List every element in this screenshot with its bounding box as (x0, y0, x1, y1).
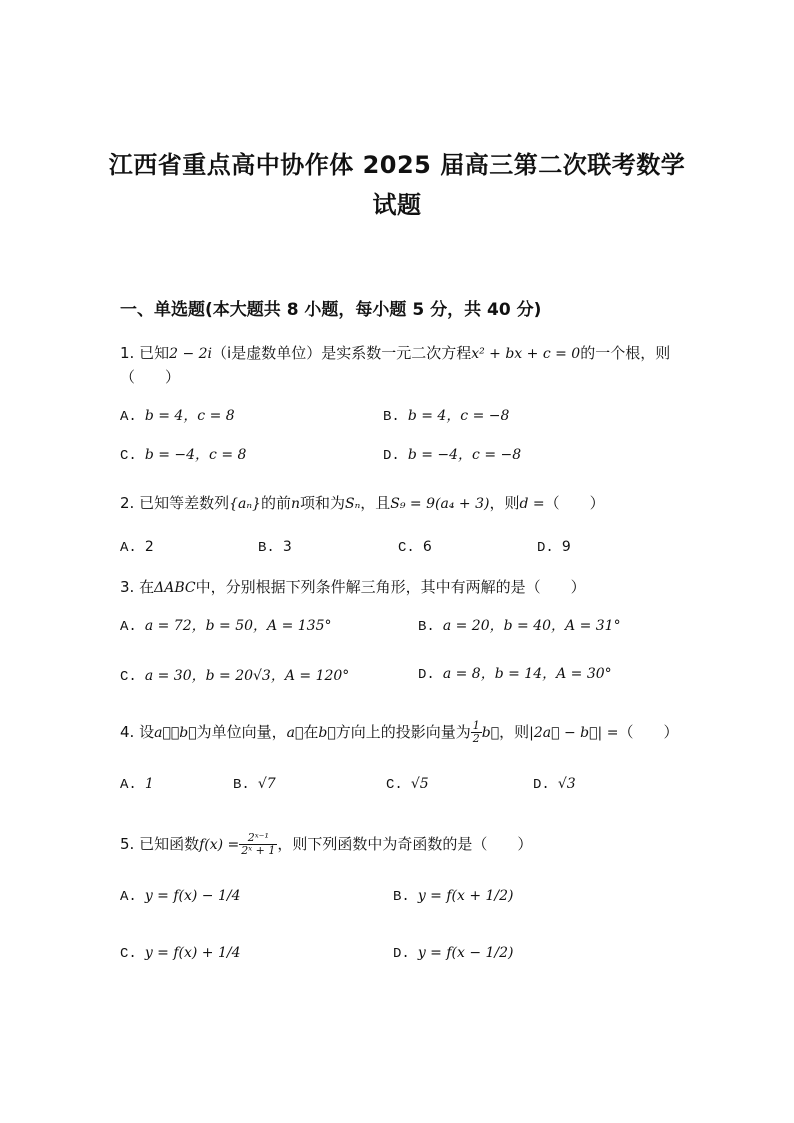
q2-option-d[interactable] (537, 539, 571, 556)
math-expr: a⃗，b⃗ (154, 725, 197, 741)
text-fragment: D. (533, 777, 550, 793)
q3-option-d[interactable] (418, 663, 612, 683)
q3-option-a[interactable] (120, 615, 331, 635)
question-text: 方向上的投影向量为 (335, 723, 471, 741)
question-text: ，则 (499, 723, 530, 741)
q1-option-c[interactable] (120, 444, 246, 464)
q2-option-a[interactable] (120, 539, 154, 556)
question-text: 5. 已知函数 (120, 835, 200, 853)
q4-option-c[interactable] (386, 776, 429, 793)
text-fragment: B. (233, 777, 250, 793)
text-fragment: y = f(x + 1/2) (417, 888, 514, 904)
text-fragment: a = 30，b = 20√3，A = 120° (144, 668, 350, 684)
text-fragment: D. (393, 946, 410, 962)
text-fragment: 3 (282, 539, 292, 555)
math-expr: b⃗ (318, 725, 336, 741)
fraction (239, 832, 277, 857)
math-expr: ΔABC (154, 580, 196, 596)
question-text: 2. 已知等差数列 (120, 494, 230, 512)
text-fragment: y = f(x) − 1/4 (144, 888, 241, 904)
question-4-stem (120, 720, 678, 745)
text-fragment: D. (418, 667, 435, 683)
text-fragment: B. (418, 619, 435, 635)
question-5-stem (120, 832, 532, 857)
text-fragment: C. (398, 540, 415, 556)
math-expr: {aₙ} (229, 496, 261, 512)
q1-option-d[interactable] (383, 444, 521, 464)
text-fragment: 1 (472, 719, 480, 732)
q1-option-b[interactable] (383, 405, 509, 425)
question-text: 为单位向量， (196, 723, 287, 741)
math-expr: |2a⃗ − b⃗| = (529, 725, 619, 741)
text-fragment: y = f(x − 1/2) (417, 945, 514, 961)
q5-option-a[interactable] (120, 888, 241, 905)
q5-option-d[interactable] (393, 945, 514, 962)
text-fragment: 2 (144, 539, 154, 555)
text-fragment: B. (383, 409, 400, 425)
question-text: 中，分别根据下列条件解三角形，其中有两解的是（ ） (195, 578, 586, 596)
question-2-stem (120, 492, 605, 513)
text-fragment: A. (120, 777, 137, 793)
question-text: ，则下列函数中为奇函数的是（ ） (277, 835, 533, 853)
question-text: 项和为 (299, 494, 345, 512)
text-fragment: D. (383, 448, 400, 464)
text-fragment: A. (120, 540, 137, 556)
text-fragment: b = 4，c = 8 (144, 408, 235, 424)
q3-option-b[interactable] (418, 615, 621, 635)
question-text: 4. 设 (120, 723, 155, 741)
text-fragment: A. (120, 889, 137, 905)
answer-paren: （ ） (544, 494, 605, 512)
q2-option-b[interactable] (258, 539, 292, 556)
question-text: 的前 (260, 494, 291, 512)
text-fragment: A. (120, 409, 137, 425)
text-fragment: b = −4，c = −8 (407, 447, 522, 463)
q2-option-c[interactable] (398, 539, 432, 556)
text-fragment: y = f(x) + 1/4 (144, 945, 241, 961)
text-fragment: a = 8，b = 14，A = 30° (442, 666, 612, 682)
question-text: 3. 在 (120, 578, 155, 596)
question-text: ，则 (489, 494, 520, 512)
q3-option-c[interactable] (120, 665, 349, 685)
text-fragment: 2ˣ⁻¹ (239, 832, 277, 845)
q4-option-d[interactable] (533, 776, 576, 793)
text-fragment: √7 (257, 776, 276, 792)
text-fragment: 1 (144, 776, 154, 792)
question-text: 1. 已知 (120, 344, 170, 362)
text-fragment: a = 72，b = 50，A = 135° (144, 618, 332, 634)
math-expr: d = (519, 496, 545, 512)
text-fragment: a = 20，b = 40，A = 31° (442, 618, 621, 634)
text-fragment: C. (120, 669, 137, 685)
question-text: 的一个根，则 (580, 344, 671, 362)
section-heading: 一、单选题(本大题共 8 小题，每小题 5 分，共 40 分) (120, 300, 542, 320)
question-1-paren: （ ） (120, 368, 181, 386)
text-fragment: 9 (561, 539, 571, 555)
text-fragment: 6 (422, 539, 432, 555)
text-fragment: 2ˣ + 1 (241, 844, 276, 857)
text-fragment: B. (393, 889, 410, 905)
math-expr: 2 − 2i (169, 346, 213, 362)
q1-option-a[interactable] (120, 405, 235, 425)
question-1-stem (120, 342, 670, 363)
math-expr: n (290, 496, 300, 512)
text-fragment: C. (120, 448, 137, 464)
q4-option-a[interactable] (120, 776, 154, 793)
text-fragment: B. (258, 540, 275, 556)
question-text: （i是虚数单位）是实系数一元二次方程 (212, 344, 472, 362)
answer-paren: （ ） (618, 723, 679, 741)
math-expr: x² + bx + c = 0 (471, 346, 581, 362)
text-fragment: 2 (472, 732, 480, 745)
text-fragment: b = −4，c = 8 (144, 447, 247, 463)
q4-option-b[interactable] (233, 776, 276, 793)
math-expr: S₉ = 9(a₄ + 3) (390, 496, 490, 512)
math-expr: a⃗ (286, 725, 304, 741)
page-title: 江西省重点高中协作体 2025 届高三第二次联考数学 (108, 151, 686, 179)
text-fragment: C. (386, 777, 403, 793)
q5-option-c[interactable] (120, 945, 241, 962)
math-expr: b⃗ (481, 725, 500, 741)
math-expr: Sₙ (345, 496, 361, 512)
fraction (471, 720, 482, 745)
question-3-stem (120, 576, 586, 597)
text-fragment: b = 4，c = −8 (407, 408, 510, 424)
text-fragment: √3 (557, 776, 576, 792)
q5-option-b[interactable] (393, 888, 514, 905)
math-expr: f(x) = (199, 837, 240, 853)
text-fragment: C. (120, 946, 137, 962)
page-title-continued: 试题 (372, 191, 422, 219)
question-text: 在 (303, 723, 319, 741)
text-fragment: A. (120, 619, 137, 635)
question-text: ，且 (360, 494, 391, 512)
text-fragment: D. (537, 540, 554, 556)
text-fragment: √5 (410, 776, 429, 792)
